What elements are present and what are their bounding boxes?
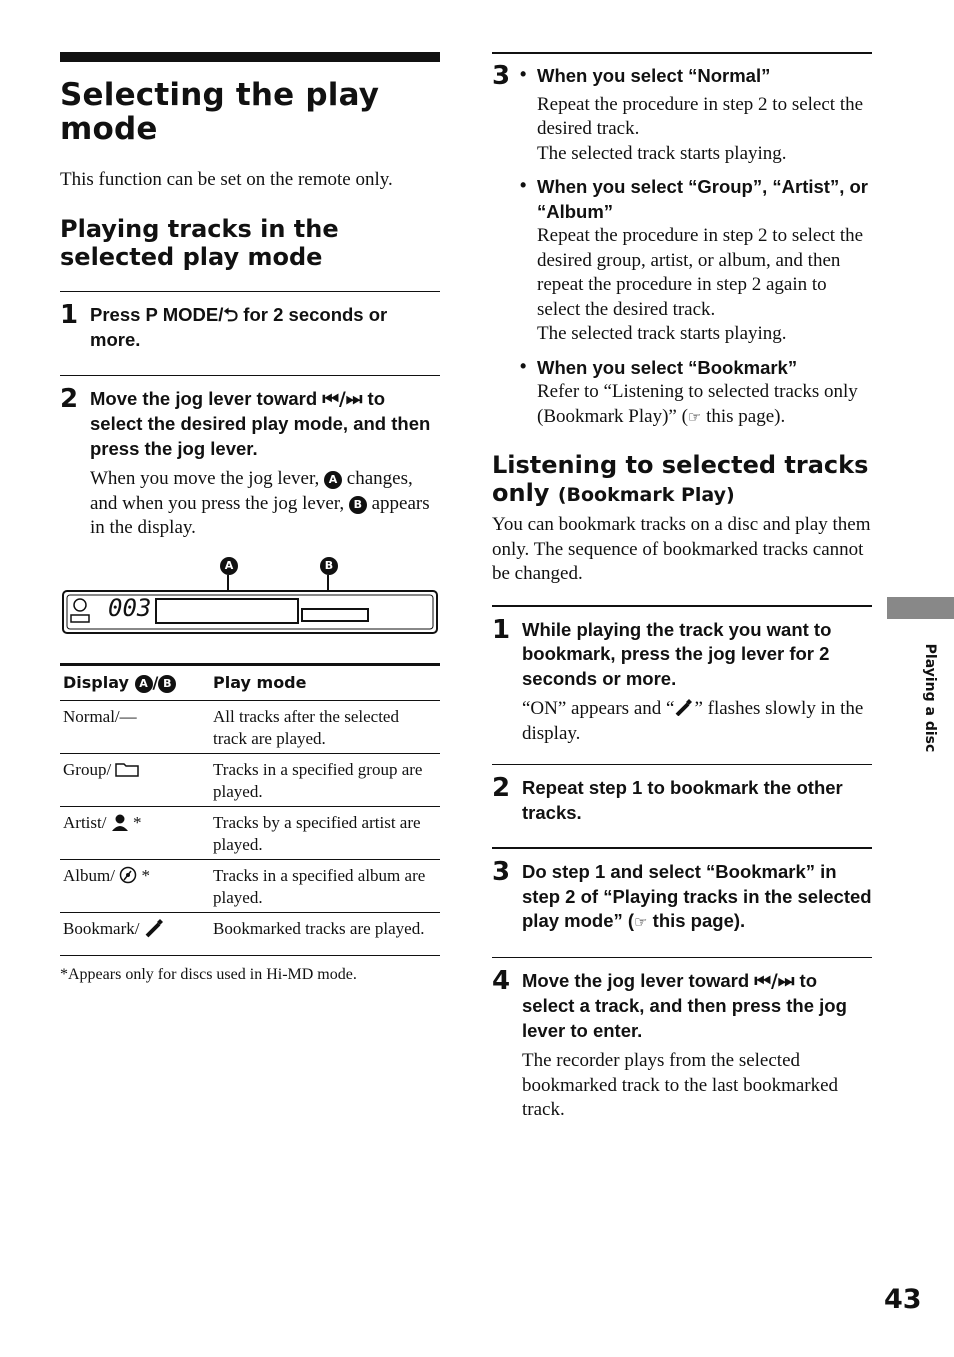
row-display: Normal/—: [60, 700, 210, 753]
header-sep: /: [152, 672, 159, 692]
body-text: “ON” appears and “: [522, 698, 675, 719]
table-row: [60, 912, 440, 955]
option-title: When you select “Bookmark”: [537, 356, 798, 378]
step-text: to select the desired play mode, and then press the jog lever.: [90, 387, 431, 459]
pointing-hand-icon: ☞: [687, 407, 702, 426]
divider: [492, 605, 872, 607]
bookmark-step-1: [492, 614, 872, 747]
table-row: [60, 859, 440, 912]
step-instruction: [90, 387, 440, 462]
step-1: [60, 299, 440, 353]
row-display-text: Album/: [63, 865, 120, 885]
marker-a: A: [324, 471, 342, 489]
row-note: *: [137, 865, 150, 885]
step-number: 4: [492, 965, 511, 996]
step-text: Do step 1 and select “Bookmark” in step 2 of “Playing tracks in the selected play mode” (: [522, 861, 872, 931]
divider: [492, 764, 872, 765]
row-note: *: [128, 812, 142, 832]
track-number: 003: [108, 593, 152, 622]
bullet: •: [520, 64, 527, 84]
option-title: When you select “Group”, “Artist”, or “Album”: [537, 176, 868, 222]
section-heading-play-mode: Playing tracks in the selected play mode: [60, 214, 339, 271]
title-bar: [60, 52, 440, 62]
step-body: [90, 467, 440, 541]
option-body: Repeat the procedure in step 2 to select the desired track.: [537, 93, 864, 139]
step-text: to select a track, and then press the jog lever to enter.: [522, 969, 847, 1041]
step-body: The recorder plays from the selected bookmarked track to the last bookmarked track.: [522, 1050, 839, 1120]
option-body: The selected track starts playing.: [537, 323, 787, 344]
prev-next-icon: ⏮/⏭: [754, 970, 795, 992]
option-normal: [492, 64, 872, 166]
divider: [60, 375, 440, 376]
bookmark-step-2: [492, 773, 872, 825]
table-row: [60, 700, 440, 753]
prev-next-icon: ⏮/⏭: [322, 388, 363, 410]
page-title: Selecting the play mode: [60, 77, 380, 147]
step-text: Move the jog lever toward: [90, 387, 323, 409]
body-text: appears in the display.: [90, 492, 430, 538]
step-text: Press P MODE/: [90, 303, 224, 325]
side-label: Playing a disc: [922, 643, 938, 753]
marker-b: B: [320, 557, 338, 575]
step-text: Move the jog lever toward: [522, 969, 755, 991]
bullet: •: [520, 355, 527, 376]
step-2: [60, 383, 440, 541]
heading-main: Listening to selected tracks only: [492, 451, 869, 507]
row-display: [60, 806, 210, 859]
side-tab: [887, 597, 954, 619]
row-mode: Tracks in a specified group are played.: [210, 753, 440, 806]
marker-a: A: [135, 675, 153, 693]
option-title: When you select “Normal”: [537, 65, 771, 86]
repeat-icon: ⮌: [223, 304, 239, 326]
row-display-text: Bookmark/: [63, 918, 144, 938]
row-display: [60, 859, 210, 912]
step-number: 1: [60, 299, 79, 330]
header-text: Display: [63, 672, 135, 692]
display-illustration: [60, 557, 440, 667]
step-instruction: [522, 860, 872, 935]
step-number: 2: [492, 773, 511, 803]
marker-b: B: [349, 496, 367, 514]
right-column: [492, 52, 872, 1123]
body-text: When you move the jog lever,: [90, 468, 325, 489]
marker-b: B: [158, 675, 176, 693]
step-text: for 2 seconds or more.: [90, 303, 388, 350]
pointing-hand-icon: ☞: [634, 913, 648, 931]
footnote: *Appears only for discs used in Hi-MD mode.: [60, 965, 357, 983]
intro-text: This function can be set on the remote only.: [60, 169, 393, 190]
step-3-options: [492, 61, 872, 429]
divider: [492, 847, 872, 849]
row-display: [60, 912, 210, 955]
table-header-row: [60, 664, 440, 700]
body-text: ” flashes slowly in the display.: [522, 698, 864, 744]
bookmark-step-4: [492, 965, 872, 1123]
bookmark-intro: You can bookmark tracks on a disc and play them only. The sequence of bookmarked tracks cannot be changed.: [492, 514, 871, 584]
option-body: [537, 380, 872, 429]
row-display-text: Group/: [63, 759, 116, 779]
divider: [492, 957, 872, 958]
body-text: changes, and when you press the jog lever,: [90, 468, 413, 514]
option-body: Repeat the procedure in step 2 to select the desired group, artist, or album, and then repeat the procedure in step 2 again to select the desired track.: [537, 225, 864, 320]
bookmark-icon: [144, 918, 164, 938]
step-body: [522, 697, 872, 746]
option-bookmark: [492, 356, 872, 430]
option-group: [492, 175, 872, 347]
step-instruction: While playing the track you want to bookmark, press the jog lever for 2 seconds or more.: [522, 618, 832, 689]
row-mode: Bookmarked tracks are played.: [210, 912, 440, 955]
divider: [60, 291, 440, 292]
step-number: 3: [492, 61, 511, 91]
section-heading-bookmark: [492, 451, 872, 509]
header-play-mode: Play mode: [210, 664, 440, 700]
marker-a: A: [220, 557, 238, 575]
row-display-text: Artist/: [63, 812, 111, 832]
row-mode: Tracks in a specified album are played.: [210, 859, 440, 912]
divider: [492, 52, 872, 54]
step-number: 3: [492, 857, 511, 887]
folder-icon: [115, 761, 139, 777]
row-mode: All tracks after the selected track are played.: [210, 700, 440, 753]
step-instruction: [90, 303, 440, 353]
table-row: [60, 753, 440, 806]
body-text: this page).: [701, 405, 786, 427]
option-body: The selected track starts playing.: [537, 142, 787, 164]
step-instruction: [522, 969, 872, 1044]
artist-icon: [111, 813, 129, 831]
bookmark-icon: [674, 698, 694, 716]
row-display: [60, 753, 210, 806]
step-number: 2: [60, 383, 79, 414]
bookmark-step-3: [492, 857, 872, 935]
step-text: this page).: [647, 910, 746, 931]
step-instruction: Repeat step 1 to bookmark the other tracks.: [522, 777, 843, 823]
table-row: [60, 806, 440, 859]
heading-sub: (Bookmark Play): [557, 484, 735, 506]
left-column: [60, 52, 440, 984]
play-mode-table: [60, 663, 440, 956]
header-display: [60, 664, 210, 700]
step-number: 1: [492, 614, 511, 645]
body-text: Refer to “Listening to selected tracks only (Bookmark Play)” (: [537, 381, 858, 427]
album-icon: [119, 866, 137, 884]
row-mode: Tracks by a specified artist are played.: [210, 806, 440, 859]
bullet: •: [520, 175, 527, 195]
page-number: 43: [884, 1284, 922, 1315]
